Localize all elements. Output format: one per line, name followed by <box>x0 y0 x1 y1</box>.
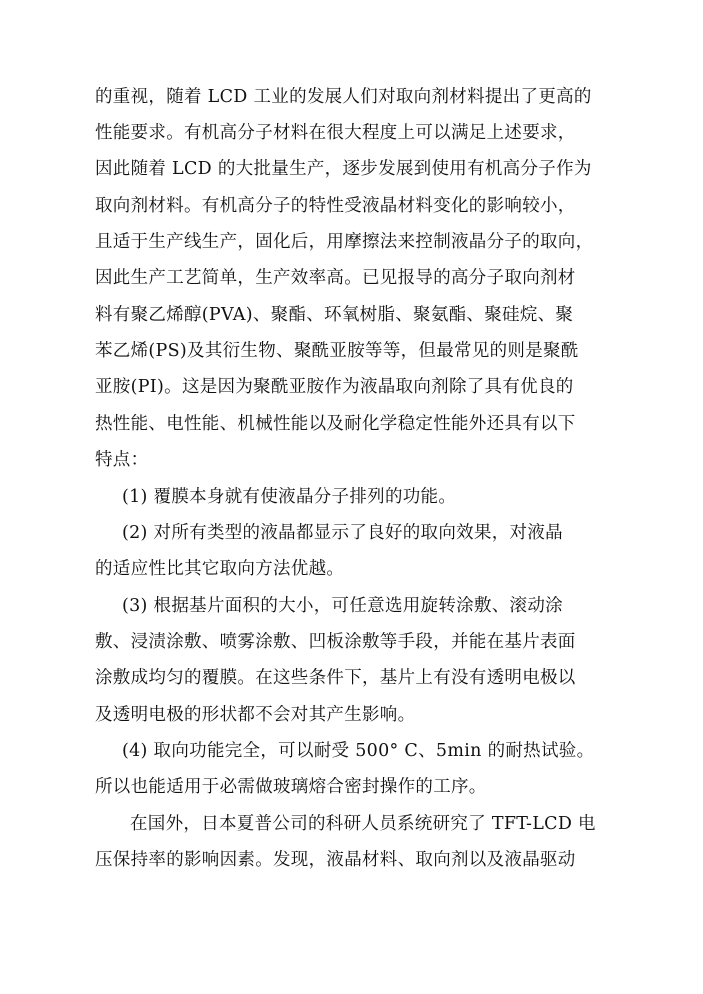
text-line: 特点： <box>95 450 149 470</box>
text-line: 所以也能适用于必需做玻璃熔合密封操作的工序。 <box>95 777 487 797</box>
text-line: 料有聚乙烯醇(PVA)、聚酯、环氧树脂、聚氨酯、聚硅烷、聚 <box>95 305 574 325</box>
text-line: 苯乙烯(PS)及其衍生物、聚酰亚胺等等，但最常见的则是聚酰 <box>95 341 579 361</box>
text-line: 因此生产工艺简单，生产效率高。已见报导的高分子取向剂材 <box>95 268 576 288</box>
text-line: 及透明电极的形状都不会对其产生影响。 <box>95 705 416 725</box>
list-item-1: (1) 覆膜本身就有使液晶分子排列的功能。 <box>122 487 457 507</box>
paragraph-start: 在国外，日本夏普公司的科研人员系统研究了 TFT-LCD 电 <box>130 814 596 834</box>
text-line: 且适于生产线生产，固化后，用摩擦法来控制液晶分子的取向， <box>95 232 594 252</box>
text-line: 因此随着 LCD 的大批量生产，逐步发展到使用有机高分子作为 <box>95 159 592 179</box>
text-line: 的重视，随着 LCD 工业的发展人们对取向剂材料提出了更高的 <box>95 87 592 107</box>
text-line: 取向剂材料。有机高分子的特性受液晶材料变化的影响较小， <box>95 196 576 216</box>
text-line: 的适应性比其它取向方法优越。 <box>95 559 345 579</box>
list-item-3: (3) 根据基片面积的大小，可任意选用旋转涂敷、滚动涂 <box>122 596 563 616</box>
text-line: 涂敷成均匀的覆膜。在这些条件下，基片上有没有透明电极以 <box>95 668 576 688</box>
text-line: 压保持率的影响因素。发现，液晶材料、取向剂以及液晶驱动 <box>95 850 576 870</box>
text-line: 敷、浸渍涂敷、喷雾涂敷、凹板涂敷等手段，并能在基片表面 <box>95 632 576 652</box>
text-line: 亚胺(PI)。这是因为聚酰亚胺作为液晶取向剂除了具有优良的 <box>95 377 574 397</box>
list-item-4: (4) 取向功能完全，可以耐受 500° C、5min 的耐热试验。 <box>122 741 595 761</box>
text-line: 性能要求。有机高分子材料在很大程度上可以满足上述要求， <box>95 123 576 143</box>
text-line: 热性能、电性能、机械性能以及耐化学稳定性能外还具有以下 <box>95 414 576 434</box>
list-item-2: (2) 对所有类型的液晶都显示了良好的取向效果，对液晶 <box>122 523 563 543</box>
